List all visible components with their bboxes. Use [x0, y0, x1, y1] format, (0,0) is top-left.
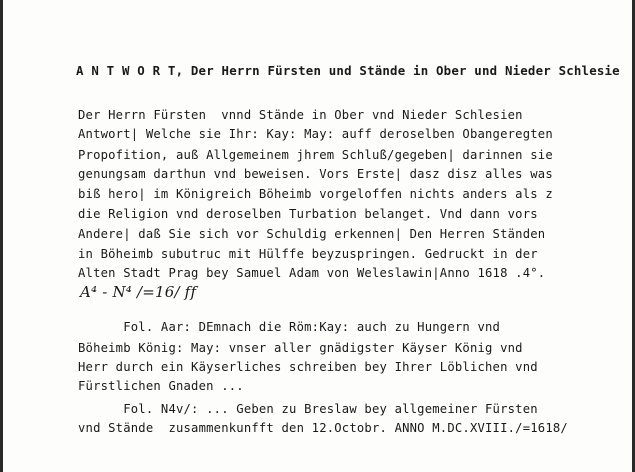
body-line: Böheimb König: May: vnser aller gnädigster Käyser König vnd	[78, 341, 523, 355]
body-line: biß hero| im Königreich Böheimb vorgeloffen nichts anders als z	[78, 187, 553, 201]
body-line: Alten Stadt Prag bey Samuel Adam von Weleslawin|Anno 1618 .4°.	[78, 266, 546, 280]
body-line: Der Herrn Fürsten vnnd Stände in Ober vnd Nieder Schlesien	[78, 108, 523, 122]
body-line: Fol. N4v/: ... Geben zu Breslaw bey allgemeiner Fürsten	[78, 402, 538, 416]
body-line: Herr durch ein Käyserliches schreiben bey Ihrer Löblichen vnd	[78, 360, 538, 374]
body-line: die Religion vnd deroselben Turbation belanget. Vnd dann vors	[78, 207, 538, 221]
document-heading: A N T W O R T, Der Herrn Fürsten und Stände in Ober und Nieder Schlesie	[76, 63, 620, 78]
body-line: in Böheimb subutruc mit Hülffe beyzuspringen. Gedruckt in der	[78, 247, 538, 261]
body-line: vnd Stände zusammenkunfft den 12.Octobr. ANNO M.DC.XVIII./=1618/	[78, 421, 568, 435]
body-line: Andere| daß Sie sich vor Schuldig erkennen| Den Herren Ständen	[78, 227, 546, 241]
body-line: genungsam darthun vnd beweisen. Vors Erste| dasz disz alles was	[78, 167, 553, 181]
body-line: Antwort| Welche sie Ihr: Kay: May: auff deroselben Obangeregten	[78, 127, 553, 141]
body-line: Fol. Aar: DEmnach die Röm:Kay: auch zu Hungern vnd	[78, 320, 501, 334]
scan-edge-left	[0, 0, 3, 472]
body-line: Fürstlichen Gnaden ...	[78, 379, 244, 393]
folio-collation: A⁴ - N⁴ /=16/ ff	[80, 283, 197, 301]
body-line: Propofition, auß Allgemeinem jhrem Schluß/gegeben| darinnen sie	[78, 148, 553, 162]
